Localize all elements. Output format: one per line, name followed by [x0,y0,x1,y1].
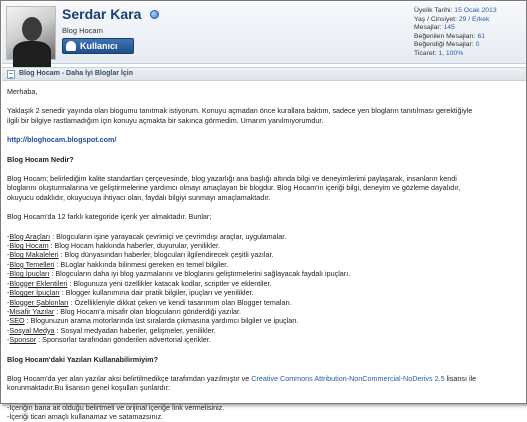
blog-url-link[interactable]: http://bloghocam.blogspot.com/ [7,135,117,145]
list-item: -Sponsor : Sponsorlar tarafından gönderilen advertorial içerikler. [7,335,211,345]
category-desc: : Blogcuların işine yarayacak çevrimiçi ve çevrimdışı araçlar, uygulamalar. [50,231,287,241]
post-title-bar [2,67,526,81]
category-link[interactable]: Blog İpuçları [9,269,50,279]
category-desc: : Blog Hocam hakkında haberler, duyurular, yenilikler. [48,241,220,251]
stat-label: Beğenilen Mesajları: [414,32,476,40]
stat-trade [414,50,497,59]
stat-value[interactable]: 0 [475,41,480,49]
description-line-1: Blog Hocam; belirlediğim kalite standartları çerçevesinde, blog yazarlığı ana başlığı altında bilgi ve deneyimlerimi paylaşarak, insanların kendi [7,174,457,184]
online-status-icon [150,10,159,19]
stat-label: Üyelik Tarihi: [414,7,453,14]
description-line-2: bloglarını oluşturmalarına ve geliştirmelerine yardımcı olmayı amaçlayan bir blogdur. Blog Hocam'ın içeriği bilgi, deneyim ve gözleme dayalıdır, [7,183,461,193]
license-line-1 [7,374,519,383]
list-item: -Blog Hocam : Blog Hocam hakkında haberler, duyurular, yenilikler. [7,241,220,251]
list-item: -Blog Temelleri : BLoglar hakkında bilinmesi gereken en temel bilgiler. [7,259,229,269]
stat-value[interactable]: 145 [443,24,455,32]
stat-label: Ticaret: [414,49,437,57]
category-link[interactable]: Blog Temelleri [9,259,55,269]
category-desc: : Blogunuzun arama motorlarında üst sıralarda çıkmasına yardımcı bilgiler ve ipuçları. [24,316,299,326]
stat-value[interactable]: 1, 100% [438,49,464,57]
post-body [7,87,519,422]
category-link[interactable]: Blog Makaleleri [9,250,59,260]
category-desc: : BLoglar hakkında bilinmesi gereken en temel bilgiler. [54,259,229,269]
greeting: Merhaba, [7,87,38,96]
creative-commons-link[interactable]: Creative Commons Attribution-NonCommercial-NoDerivs 2.5 [251,373,445,383]
category-link[interactable]: Sosyal Medya [9,325,55,335]
heading-what-is: Blog Hocam Nedir? [7,154,74,164]
stat-value: 29 / Erkek [458,15,490,23]
stat-value: 15 Ocak 2013 [454,7,497,14]
license-text: lisansı ile [444,373,477,383]
list-item: -Blog İpuçları : Blogcuların daha iyi blog yazmalarını ve bloglarını geliştirmelerini sağlayacak faydalı ipuçları. [7,269,351,279]
category-desc: : Blogunuza yeni özellikler katacak kodlar, scriptler ve eklentiler. [67,278,272,288]
stat-join-date [414,7,497,16]
stat-posts [414,24,497,33]
avatar[interactable] [6,6,56,60]
stat-label: Beğendiği Mesajlar: [414,41,474,49]
category-link[interactable]: Misafir Yazılar [9,306,55,316]
category-link[interactable]: Blogger Şablonları [9,297,69,307]
user-icon [66,41,76,51]
license-text: Blog Hocam'da yer alan yazılar aksi belirtilmedikçe tarafımdan yazılmıştır ve [7,373,252,383]
avatar-head [22,17,42,41]
user-menu-button[interactable] [62,38,134,54]
license-line-2: korunmaktadır.Bu lisansın genel koşulları şunlardır: [7,383,170,393]
list-item: -Blogger Şablonları : Özellikleriyle dikkat çeken ve kendi tasarımım olan Blogger temaları. [7,297,292,307]
stat-value[interactable]: 61 [477,32,486,40]
stat-label: Mesajlar: [414,24,442,32]
category-link[interactable]: Blogger Eklentileri [9,278,68,288]
category-desc: : Blog Hocam'a misafir olan blogcuların gönderdiği yazılar. [54,306,242,316]
list-item: -Blogger İpuçları : Blogger kullanımına dair pratik bilgiler, ipuçları ve yenilikler. [7,288,254,298]
category-list [7,232,519,345]
intro-line-2: ilgili bir bilgiye rastlamadığım için konuyu açmakta bir sakınca görmedim. Umarım yanılmıyorumdur. [7,115,324,125]
user-stats [414,7,497,59]
list-item: -Sosyal Medya : Sosyal medyadan haberler, gelişmeler, yenilikler. [7,325,216,335]
category-desc: : Blogger kullanımına dair pratik bilgiler, ipuçları ve yenilikler. [59,288,254,298]
category-link[interactable]: Blogger İpuçları [9,288,60,298]
intro-line-1: Yaklaşık 2 senedir yayında olan blogumu tanıtmak istiyorum. Konuyu açmadan önce kurallara baktım, sadece yen blogların tanıtılması gerektiğiyle [7,106,473,116]
category-desc: : Blog dünyasından haberler, blogcuları ilgilendirecek çeşitli yazılar. [58,250,274,260]
avatar-body [13,41,51,67]
username-link[interactable]: Serdar Kara [62,6,142,22]
list-item: -Blogger Eklentileri : Blogunuza yeni özellikler katacak kodlar, scriptler ve eklentiler. [7,278,272,288]
stat-label: Yaş / Cinsiyet: [414,15,457,23]
list-item: -SEO : Blogunuzun arama motorlarında üst sıralarda çıkmasına yardımcı bilgiler ve ipuçları. [7,316,299,326]
stat-age-gender [414,16,497,25]
post-author-header [2,2,526,64]
user-menu-button-label: Kullanıcı [80,41,118,51]
categories-intro: Blog Hocam'da 12 farklı kategoride içerik yer almaktadır. Bunlar; [7,212,212,222]
stat-liked-given [414,41,497,50]
rule-1: -İçeriğin bana ait olduğu belirtmeli ve orijinal içeriğe link vermelisiniz. [7,402,225,412]
stat-liked-received [414,33,497,42]
description-line-3: okuyucu odaklıdır, okuyucuya ihtiyacı olan, faydalı bilgiyi sunmayı amaçlamaktadır. [7,192,271,202]
heading-license: Blog Hocam'daki Yazıları Kullanabilirmiyim? [7,354,158,364]
category-link[interactable]: Blog Araçları [9,231,51,241]
post-title: Blog Hocam - Daha İyi Bloglar İçin [19,70,133,77]
category-link[interactable]: Sponsor [9,335,37,345]
category-desc: : Blogcuların daha iyi blog yazmalarını ve bloglarını geliştirmelerini sağlayacak faydalı ipuçları. [49,269,351,279]
category-link[interactable]: Blog Hocam [9,241,49,251]
list-item: -Blog Araçları : Blogcuların işine yarayacak çevrimiçi ve çevrimdışı araçlar, uygulamalar. [7,231,287,241]
list-item: -Misafir Yazılar : Blog Hocam'a misafir olan blogcuların gönderdiği yazılar. [7,306,242,316]
category-desc: : Sponsorlar tarafından gönderilen advertorial içerikler. [36,335,211,345]
list-item: -Blog Makaleleri : Blog dünyasından haberler, blogcuları ilgilendirecek çeşitli yazılar. [7,250,274,260]
category-desc: : Özellikleriyle dikkat çeken ve kendi tasarımım olan Blogger temaları. [68,297,292,307]
document-icon [7,70,15,79]
category-desc: : Sosyal medyadan haberler, gelişmeler, yenilikler. [54,325,216,335]
category-link[interactable]: SEO [9,316,25,326]
rule-2: -İçeriği ticari amaçlı kullanamaz ve satamazsınız. [7,412,164,422]
user-title: Blog Hocam [62,26,103,35]
